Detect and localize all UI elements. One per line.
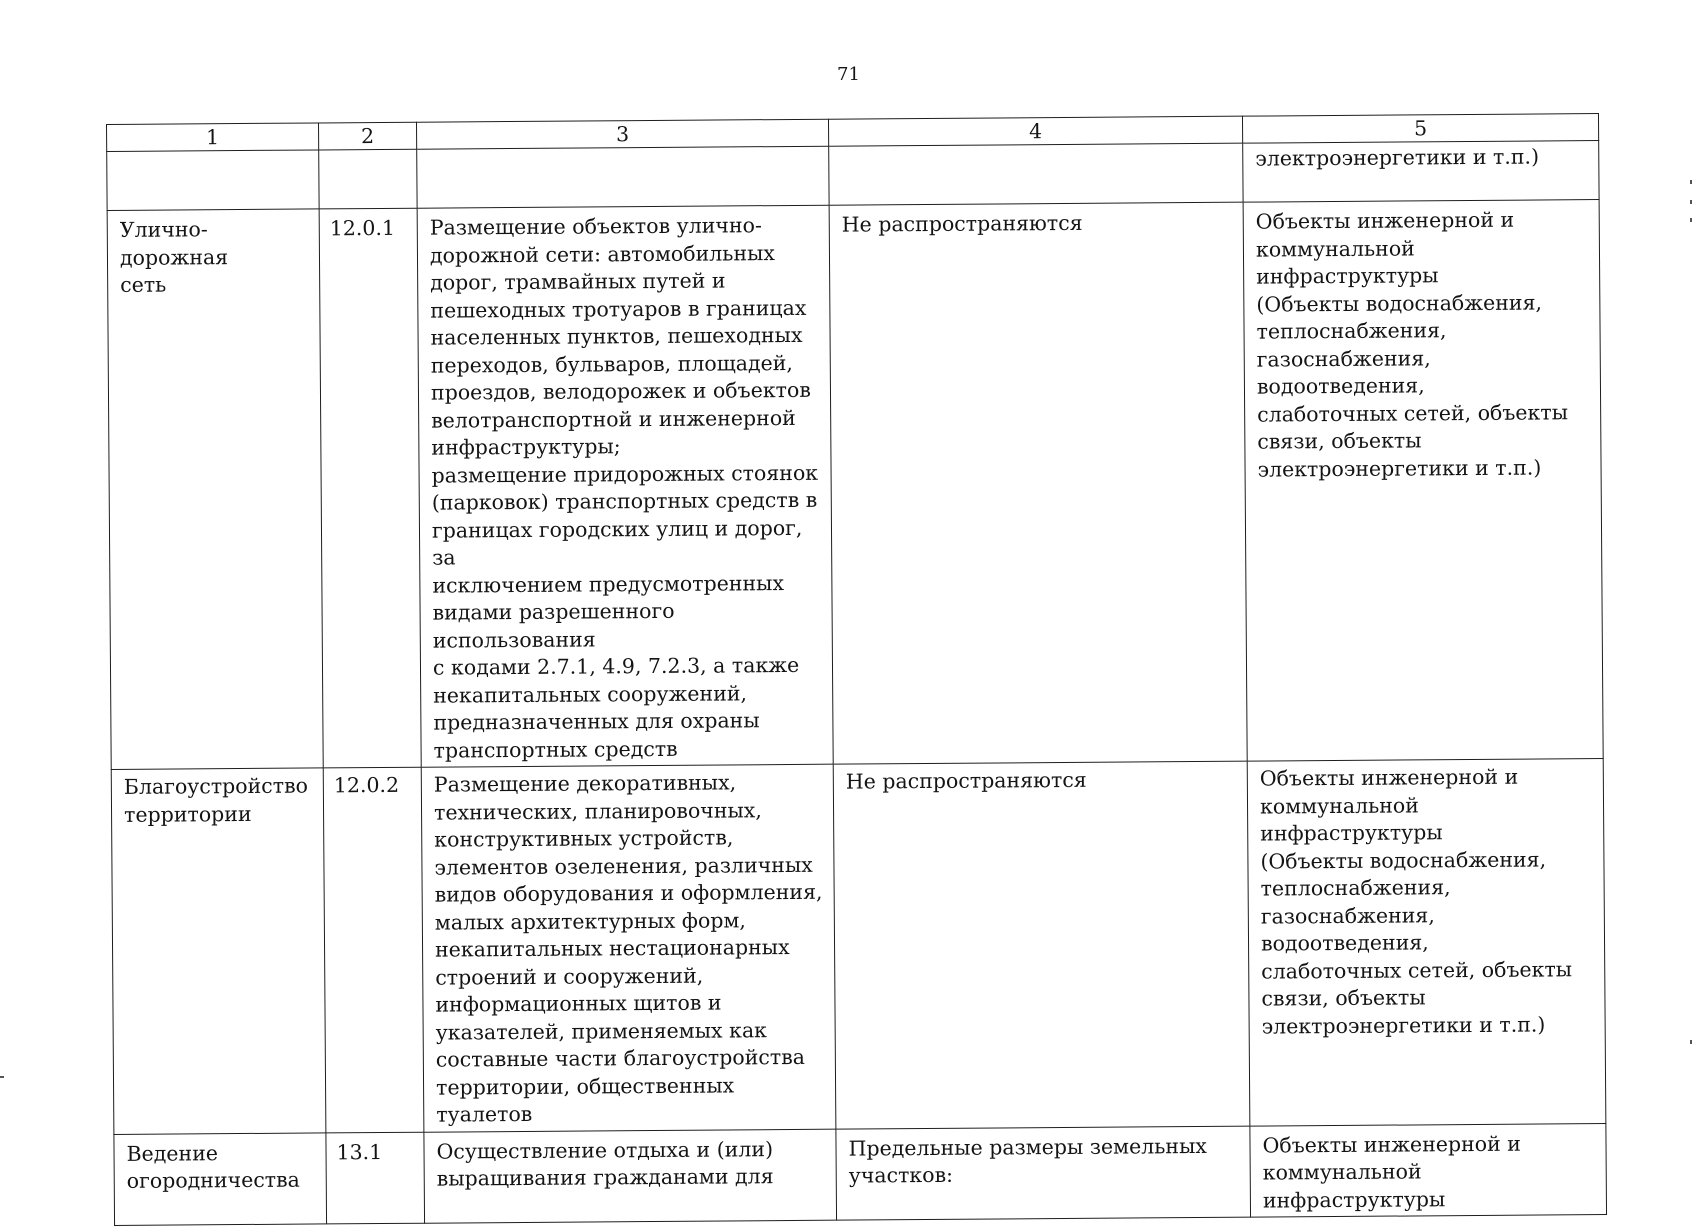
use-type-limits: Предельные размеры земельных участков:	[836, 1126, 1251, 1221]
use-type-name: Улично-дорожная сеть	[107, 209, 323, 770]
use-type-code: 12.0.2	[323, 767, 424, 1132]
cont-cell-1	[107, 150, 319, 211]
use-type-description: Размещение декоративных, технических, планировочных, конструктивных устройств, элементов озеленения, различных видов оборудования и оформления, малых архитектурных форм, некапитальных нестационарных строений и сооружений, информационных щитов и указателей, применяемых как составные части благоустройства территории, общественных туалетов	[421, 764, 836, 1132]
header-col-2: 2	[318, 122, 416, 150]
use-type-code: 12.0.1	[319, 208, 421, 768]
use-type-description: Осуществление отдыха и (или) выращивания гражданами для	[424, 1129, 837, 1224]
header-col-1: 1	[107, 123, 319, 152]
scan-mark-right-4	[1690, 1040, 1692, 1044]
header-col-3: 3	[416, 119, 828, 149]
use-type-objects: Объекты инженерной и коммунальной инфраструктуры	[1250, 1123, 1607, 1217]
cont-cell-2	[319, 149, 417, 209]
page-number: 71	[837, 64, 860, 85]
table-row	[114, 1123, 1607, 1225]
use-type-objects: Объекты инженерной и коммунальной инфраструктуры (Объекты водоснабжения, теплоснабжения, газоснабжения, водоотведения, слаботочных сетей, объекты связи, объекты электроэнергетики и т.п.)	[1243, 200, 1603, 762]
use-type-objects: Объекты инженерной и коммунальной инфраструктуры (Объекты водоснабжения, теплоснабжения, газоснабжения, водоотведения, слаботочных сетей, объекты связи, объекты электроэнергетики и т.п.)	[1247, 759, 1606, 1126]
table-row	[111, 759, 1606, 1134]
zoning-table	[106, 113, 1607, 1226]
cont-cell-5: электроэнергетики и т.п.)	[1243, 141, 1599, 203]
continuation-row	[107, 141, 1599, 211]
use-type-limits: Не распространяются	[829, 202, 1247, 764]
use-type-name: Благоустройство территории	[111, 768, 326, 1134]
use-type-limits: Не распространяются	[833, 761, 1250, 1129]
scan-mark-right-2	[1690, 200, 1692, 204]
use-type-name: Ведение огородничества	[114, 1132, 327, 1225]
header-col-5: 5	[1242, 114, 1598, 144]
header-col-4: 4	[828, 116, 1242, 146]
table-row	[107, 200, 1603, 770]
use-type-code: 13.1	[326, 1132, 425, 1224]
cont-cell-3	[417, 146, 829, 208]
use-type-description: Размещение объектов улично- дорожной сети: автомобильных дорог, трамвайных путей и пешеходных тротуаров в границах населенных пунктов, пешеходных переходов, бульваров, площадей, проездов, велодорожек и объектов велотранспортной и инженерной инфраструктуры; размещение придорожных стоянок (парковок) транспортных средств в границах городских улиц и дорог, за исключением предусмотренных видами разрешенного использования с кодами 2.7.1, 4.9, 7.2.3, а также некапитальных сооружений, предназначенных для охраны транспортных средств	[417, 205, 833, 767]
scan-mark-left	[0, 1076, 4, 1078]
cont-cell-4	[829, 143, 1243, 205]
scan-mark-right-3	[1690, 218, 1692, 222]
scan-mark-right-1	[1690, 180, 1692, 184]
